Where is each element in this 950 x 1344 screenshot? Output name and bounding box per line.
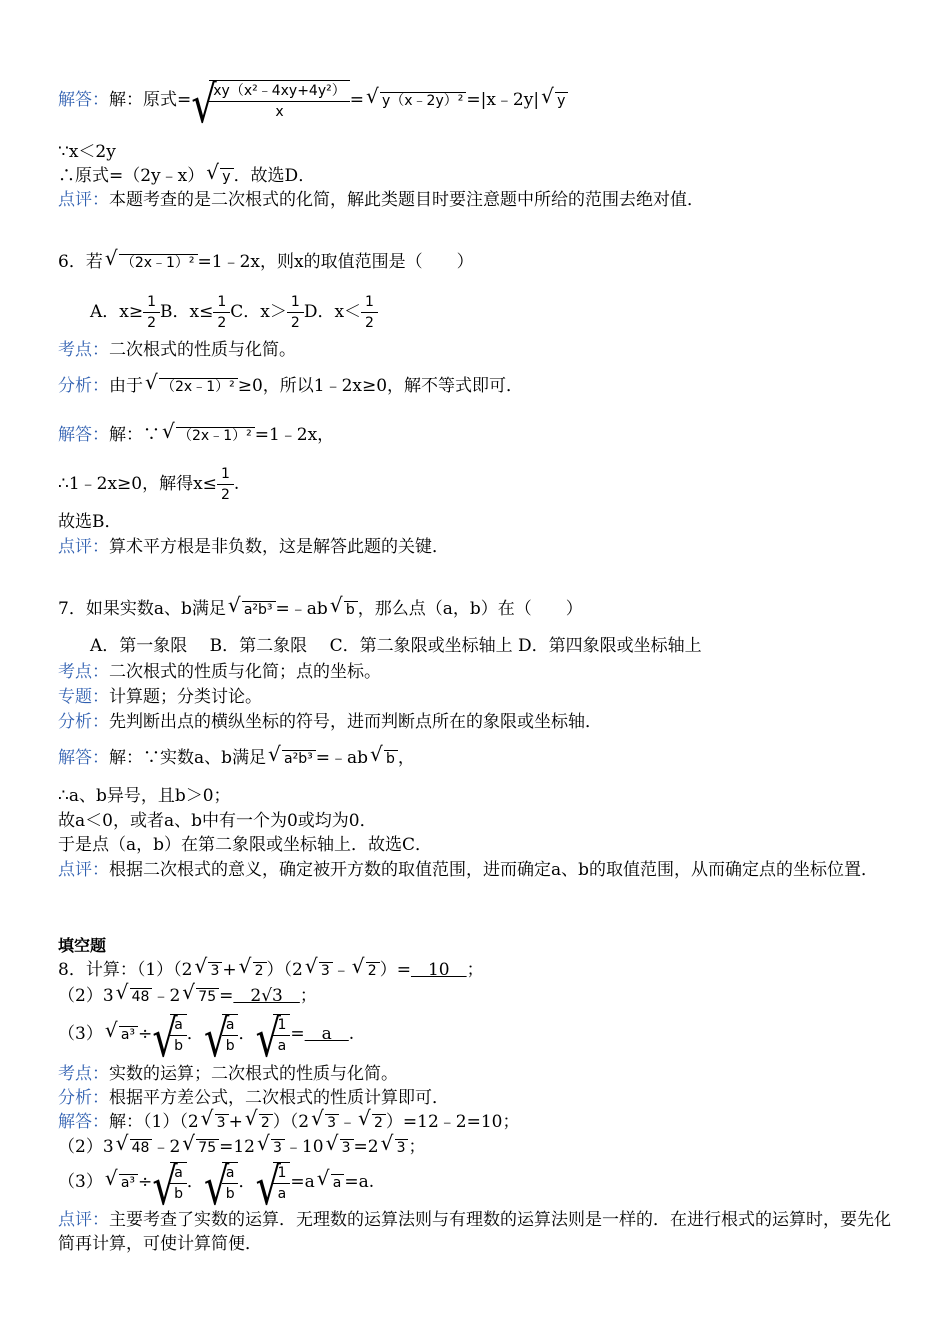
q5-review: 点评：本题考查的是二次根式的化简，解此类题目时要注意题中所给的范围去绝对值． (58, 190, 704, 210)
q7-review: 点评：根据二次根式的意义，确定被开方数的取值范围，进而确定a、b的取值范围，从而确定点的坐标位置． (58, 860, 879, 880)
q7-options: A．第一象限 B．第二象限 C．第二象限或坐标轴上 D．第四象限或坐标轴上 (90, 636, 702, 656)
q7-step3: 故a＜0，或者a、b中有一个为0或均为0． (58, 811, 377, 831)
q6-step2: ∴1﹣2x≥0，解得x≤ $\frac{1}{2}$ . (58, 466, 240, 503)
q8-line1: 8．计算：（1）（2√ 3 +√ 2 ）（2√ 3 ﹣√ 2 ）= 10 ； (58, 958, 484, 983)
q8-point: 考点：实数的运算；二次根式的性质与化简。 (58, 1064, 398, 1084)
q7-question: 7．如果实数a、b满足√ a²b³ =﹣ab√ b ，那么点（a，b）在（ ） (58, 597, 583, 622)
radical-fraction: √ $\frac{\text{xy（x²﹣4xy+4y²）}}{x}$ (191, 79, 349, 123)
q6-question: 6．若√ （2x﹣1）² =1﹣2x，则x的取值范围是（ ） (58, 250, 474, 275)
answer-label: 解答： (58, 90, 109, 110)
q8-line3: （3）√ a³ ÷ √ $\frac{a}{b}$ ． √ $\frac{a}{b}$ ． √ $\frac{1}{a}$ = a . (58, 1012, 354, 1057)
q7-topic: 专题：计算题；分类讨论。 (58, 687, 262, 707)
review-label: 点评： (58, 190, 109, 210)
q6-options: A．x≥ $\frac{1}{2}$ B．x≤ $\frac{1}{2}$ C．x＞ $\frac{1}{2}$ D．x＜ $\frac{1}{2}$ (90, 292, 378, 333)
q5-therefore: ∴原式=（2y﹣x）√ y ．故选D． (58, 164, 315, 189)
q6-review: 点评：算术平方根是非负数，这是解答此题的关键． (58, 537, 449, 557)
q7-answer: 解答：解：∵实数a、b满足√ a²b³ =﹣ab√ b ， (58, 746, 415, 771)
q6-point: 考点：二次根式的性质与化简。 (58, 340, 296, 360)
answer-blank: 2√3 (233, 986, 300, 1006)
q8-answer3: （3）√ a³ ÷ √ $\frac{a}{b}$ ． √ $\frac{a}{b}$ ． √ $\frac{1}{a}$ =a√ a =a. (58, 1160, 374, 1205)
q8-answer1: 解答：解：（1）（2√ 3 +√ 2 ）（2√ 3 ﹣√ 2 ）=12﹣2=10； (58, 1110, 519, 1135)
section-title: 填空题 (58, 936, 107, 955)
q8-answer2: （2）3√ 48 ﹣2√ 75 =12√ 3 ﹣10√ 3 =2√ 3 ； (58, 1135, 425, 1160)
q7-step2: ∴a、b异号，且b＞0； (58, 786, 231, 806)
q6-analysis: 分析：由于√ （2x﹣1）² ≥0，所以1﹣2x≥0，解不等式即可． (58, 374, 523, 399)
q6-answer: 解答：解：∵√ （2x﹣1）² =1﹣2x， (58, 423, 334, 448)
answer-blank: a (304, 1024, 349, 1044)
q5-because: ∵x＜2y (58, 142, 116, 162)
q7-analysis: 分析：先判断出点的横纵坐标的符号，进而判断点所在的象限或坐标轴． (58, 712, 602, 732)
answer-blank: 10 (410, 960, 467, 980)
q8-review: 点评：主要考查了实数的运算．无理数的运算法则与有理数的运算法则是一样的．在进行根式的运算时，要先化简再计算，可使计算简便． (58, 1210, 891, 1254)
q8-line2: （2）3√ 48 ﹣2√ 75 = 2√3 ； (58, 984, 317, 1009)
q7-step4: 于是点（a，b）在第二象限或坐标轴上．故选C． (58, 835, 433, 855)
q8-analysis: 分析：根据平方差公式，二次根式的性质计算即可． (58, 1088, 449, 1108)
q5-answer-line: 解答：解：原式= √ $\frac{\text{xy（x²﹣4xy+4y²）}}{x}$ =√ y（x﹣2y）² =|x﹣2y|√ y (58, 78, 568, 123)
q6-choose: 故选B． (58, 512, 122, 532)
q7-point: 考点：二次根式的性质与化简；点的坐标。 (58, 662, 381, 682)
